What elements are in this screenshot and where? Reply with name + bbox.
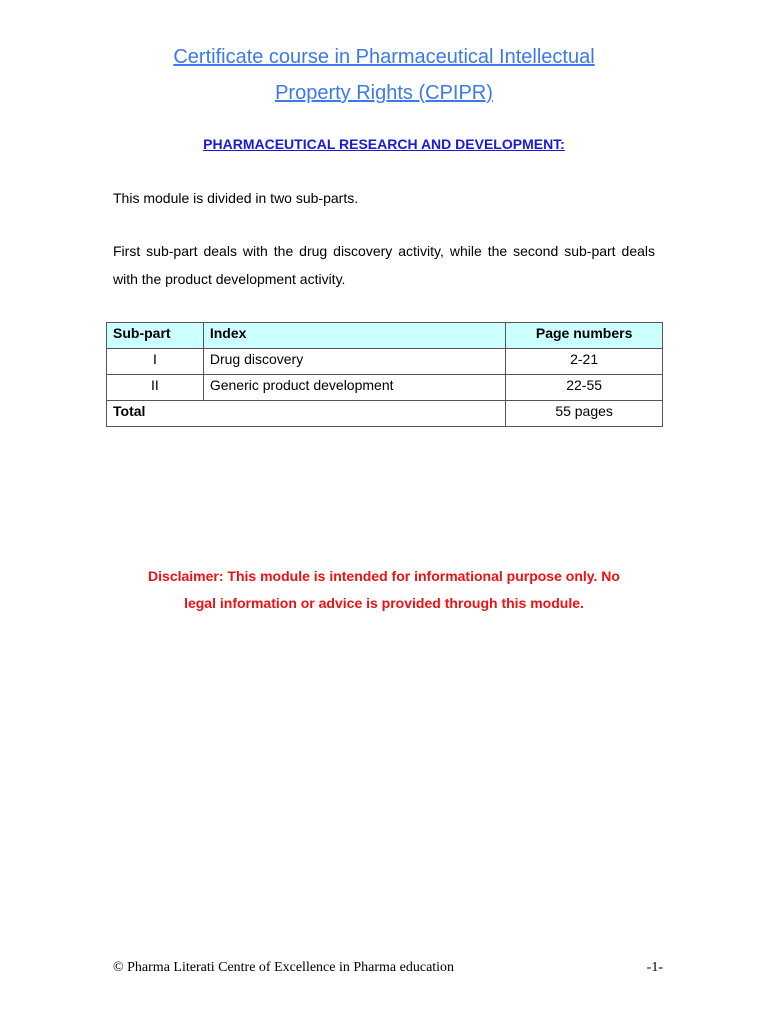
header-page-numbers: Page numbers	[506, 323, 663, 349]
header-sub-part: Sub-part	[107, 323, 204, 349]
footer-page-number: -1-	[646, 960, 663, 975]
footer-copyright: © Pharma Literati Centre of Excellence in Pharma education	[113, 960, 455, 975]
table-total-row	[107, 401, 663, 427]
cell-page-numbers: 22-55	[506, 375, 663, 401]
document-title-line-2: Property Rights (CPIPR)	[275, 82, 493, 104]
cell-sub-part: II	[107, 375, 204, 401]
table-row	[107, 349, 663, 375]
cell-sub-part: I	[107, 349, 204, 375]
module-index-table	[106, 322, 663, 427]
disclaimer-line-1: Disclaimer: This module is intended for informational purpose only. No	[148, 568, 620, 584]
total-value: 55 pages	[506, 401, 663, 427]
header-index: Index	[203, 323, 505, 349]
disclaimer-line-2: legal information or advice is provided through this module.	[184, 595, 584, 611]
section-heading: PHARMACEUTICAL RESEARCH AND DEVELOPMENT:	[203, 136, 565, 152]
cell-page-numbers: 2-21	[506, 349, 663, 375]
cell-index: Generic product development	[203, 375, 505, 401]
description-paragraph: First sub-part deals with the drug discovery activity, while the second sub-part deals with the product development activity.	[113, 243, 655, 287]
table-header-row	[107, 323, 663, 349]
intro-paragraph: This module is divided in two sub-parts.	[113, 190, 359, 206]
document-title-line-1: Certificate course in Pharmaceutical Intellectual	[173, 46, 595, 68]
cell-index: Drug discovery	[203, 349, 505, 375]
table-row	[107, 375, 663, 401]
total-label: Total	[107, 401, 506, 427]
